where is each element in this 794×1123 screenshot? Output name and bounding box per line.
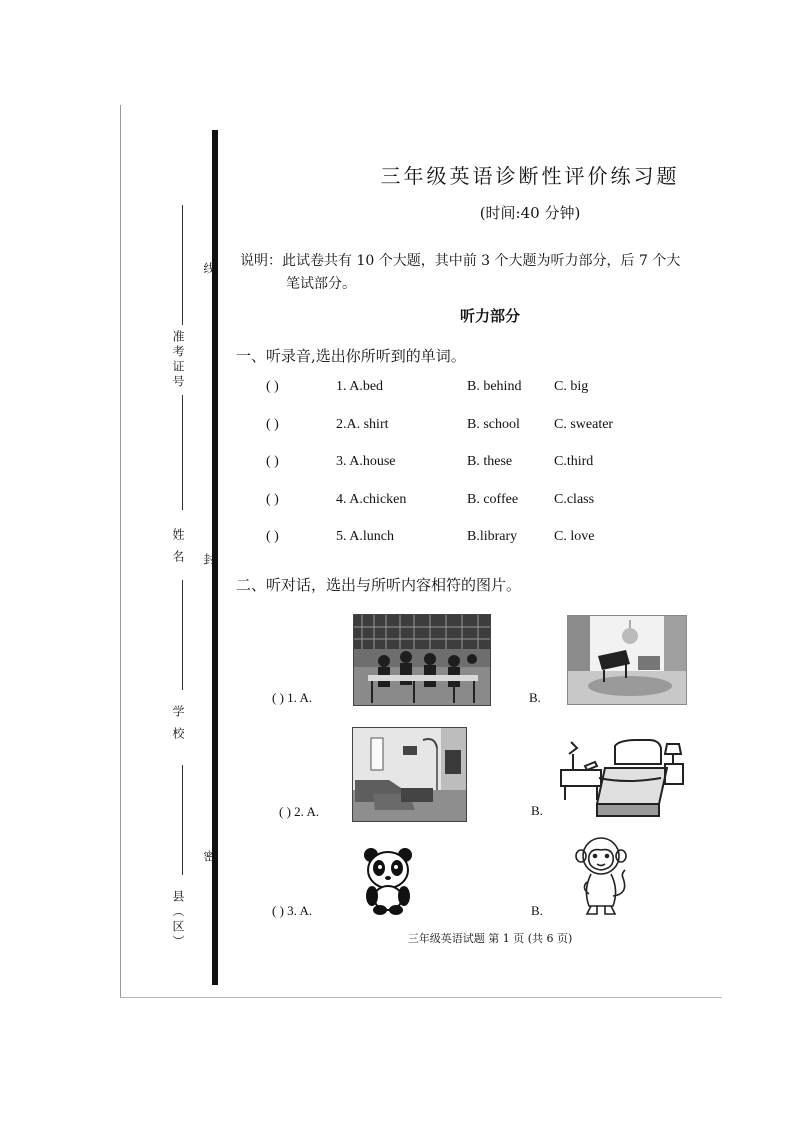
name-label: 姓 名	[171, 528, 185, 565]
instructions-line-2: 笔试部分。	[286, 276, 356, 292]
option-a: 2.A. shirt	[336, 417, 389, 432]
county-label: 县（区）	[171, 890, 185, 950]
option-c: C. love	[554, 529, 595, 544]
picture-option-b-2[interactable]: B.	[531, 803, 543, 818]
option-b: B. school	[467, 417, 520, 432]
answer-paren[interactable]: ( )	[266, 454, 279, 469]
picture-question-2[interactable]: ( ) 2. A.	[279, 804, 320, 819]
county-line	[182, 765, 183, 875]
option-a: 1. A.bed	[336, 379, 384, 394]
exam-time: (时间:40 分钟)	[479, 204, 581, 222]
school-line	[182, 580, 183, 690]
answer-paren[interactable]: ( )	[266, 529, 279, 544]
option-c: C.class	[554, 492, 595, 507]
library-photo	[353, 614, 491, 706]
picture-question-3[interactable]: ( ) 3. A.	[272, 903, 313, 918]
option-b: B. coffee	[467, 492, 519, 507]
line-mark: 线	[202, 262, 216, 277]
bedroom-sketch	[557, 738, 685, 824]
school-label: 学 校	[171, 705, 185, 742]
answer-paren[interactable]: ( )	[266, 417, 279, 432]
option-a: 5. A.lunch	[336, 529, 394, 544]
living-room-piano-photo	[567, 615, 687, 705]
scan-edge-left	[120, 105, 121, 998]
picture-option-b-3[interactable]: B.	[531, 903, 543, 918]
name-line	[182, 395, 183, 510]
picture-question-1[interactable]: ( ) 1. A.	[272, 690, 313, 705]
monkey-drawing	[573, 834, 629, 918]
panda-drawing	[362, 846, 414, 916]
instructions	[240, 250, 722, 296]
option-b: B. these	[467, 454, 513, 469]
exam-id-line	[182, 205, 183, 325]
seal-mark: 封	[202, 553, 216, 568]
picture-option-b-1[interactable]: B.	[529, 690, 541, 705]
living-room-sofa-photo	[352, 727, 467, 822]
page-footer: 三年级英语试题 第 1 页 (共 6 页)	[407, 932, 573, 945]
part1-heading: 一、听录音,选出你所听到的单词。	[236, 347, 466, 365]
option-b: B.library	[467, 529, 518, 544]
secret-mark: 密	[202, 850, 216, 865]
exam-id-label: 准考证号	[171, 330, 185, 390]
option-c: C. sweater	[554, 417, 614, 432]
option-a: 3. A.house	[336, 454, 396, 469]
scan-edge-bottom	[120, 997, 722, 998]
listening-section-title: 听力部分	[459, 307, 520, 325]
answer-paren[interactable]: ( )	[266, 492, 279, 507]
exam-title: 三年级英语诊断性评价练习题	[380, 164, 680, 188]
answer-paren[interactable]: ( )	[266, 379, 279, 394]
option-a: 4. A.chicken	[336, 492, 407, 507]
option-c: C. big	[554, 379, 589, 394]
instructions-line-1: 说明：此试卷共有 10 个大题，其中前 3 个大题为听力部分，后 7 个大	[240, 253, 681, 269]
part2-heading: 二、听对话，选出与所听内容相符的图片。	[236, 576, 522, 594]
option-b: B. behind	[467, 379, 522, 394]
option-c: C.third	[554, 454, 594, 469]
